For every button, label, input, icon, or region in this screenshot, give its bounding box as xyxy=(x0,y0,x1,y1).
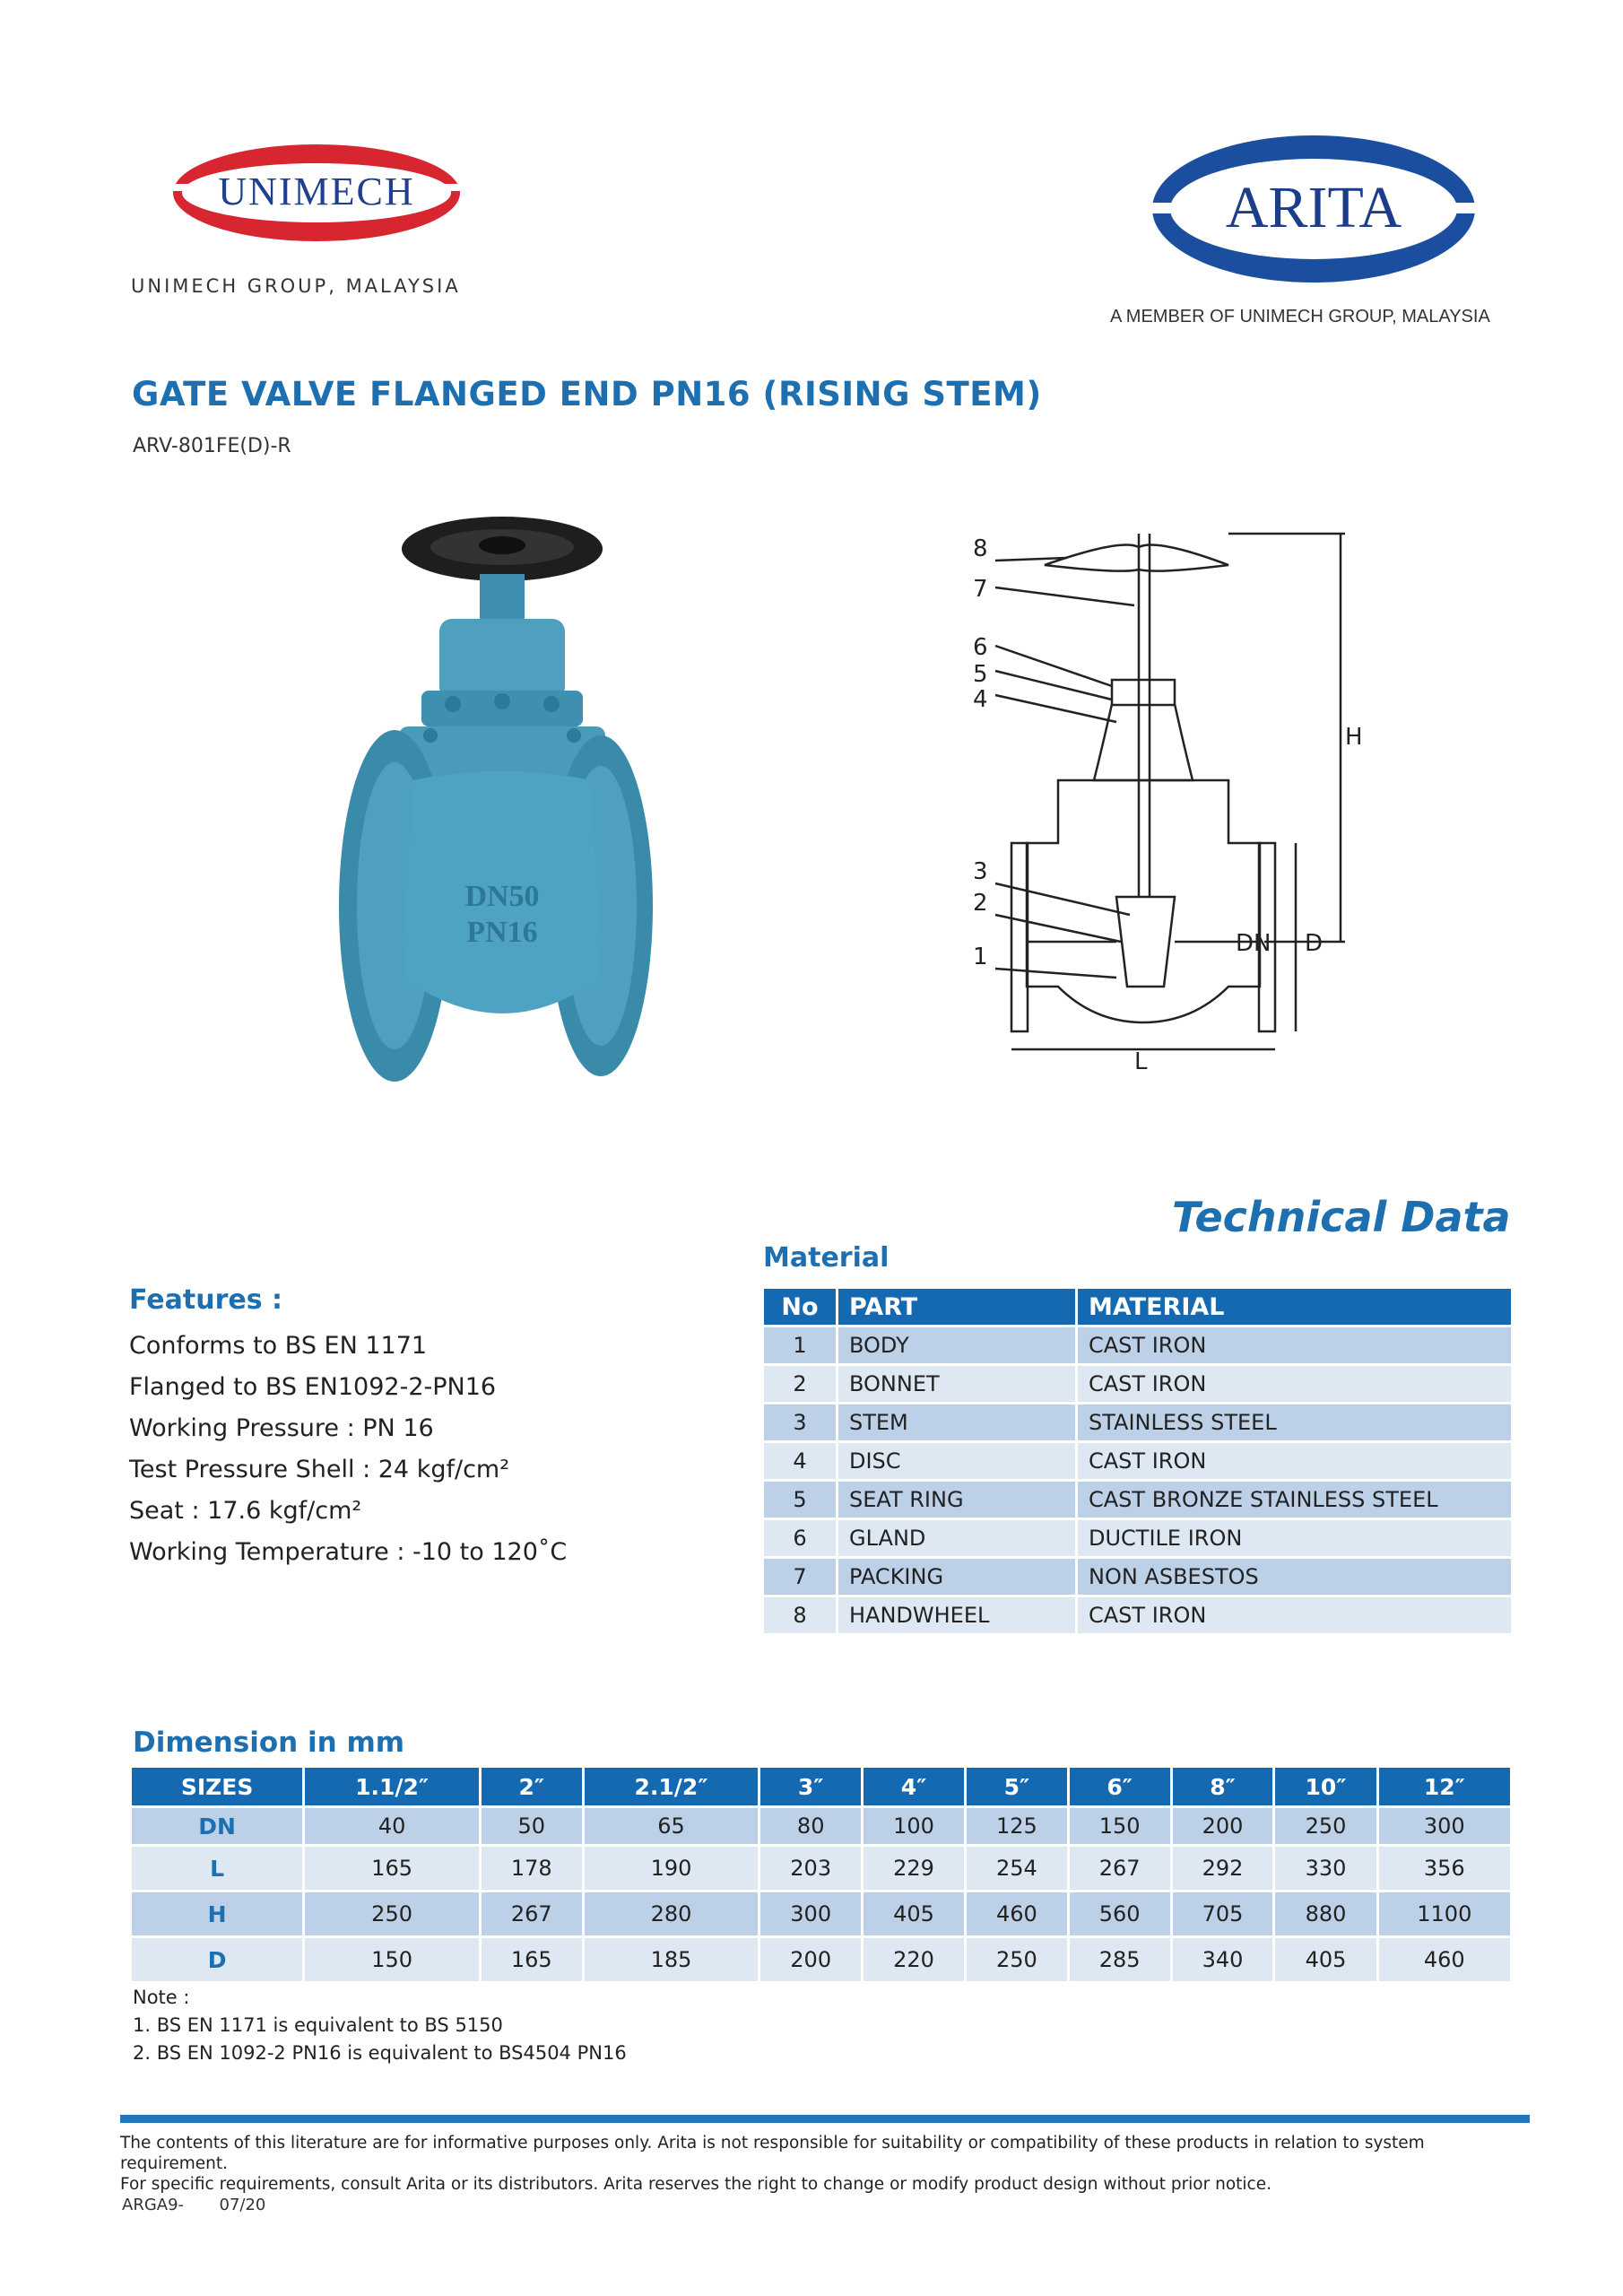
feature-item: Flanged to BS EN1092-2-PN16 xyxy=(129,1373,497,1401)
document-code: ARGA9- xyxy=(122,2196,185,2214)
material-no: 2 xyxy=(764,1366,838,1402)
dimension-cell: 330 xyxy=(1275,1847,1378,1890)
feature-item: Working Temperature : -10 to 120˚C xyxy=(129,1538,568,1566)
callout-7: 7 xyxy=(973,576,988,603)
dimension-header: 2.1/2″ xyxy=(585,1768,761,1805)
dimension-header: 6″ xyxy=(1070,1768,1173,1805)
product-title: GATE VALVE FLANGED END PN16 (RISING STEM) xyxy=(132,375,1042,413)
material-row xyxy=(764,1559,1514,1595)
dim-label-dn: DN xyxy=(1236,930,1271,957)
material-header-part: PART xyxy=(838,1289,1078,1325)
dimension-cell: 1100 xyxy=(1379,1892,1513,1935)
valve-cross-section-diagram xyxy=(959,520,1390,1076)
notes xyxy=(133,1984,627,2067)
material-part: DISC xyxy=(838,1443,1078,1479)
dimension-header: 5″ xyxy=(967,1768,1070,1805)
material-value: CAST BRONZE STAINLESS STEEL xyxy=(1078,1482,1514,1518)
material-value: CAST IRON xyxy=(1078,1327,1514,1363)
dimension-row-l xyxy=(132,1847,1513,1890)
material-value: CAST IRON xyxy=(1078,1443,1514,1479)
feature-item: Conforms to BS EN 1171 xyxy=(129,1332,428,1360)
material-row xyxy=(764,1597,1514,1633)
dimension-header-row xyxy=(132,1768,1513,1805)
note-item: 2. BS EN 1092-2 PN16 is equivalent to BS4504 PN16 xyxy=(133,2042,627,2064)
dimension-cell: 200 xyxy=(1173,1808,1276,1844)
dimension-cell: 280 xyxy=(585,1892,761,1935)
arita-logo-text: ARITA xyxy=(1225,175,1402,240)
dimension-cell: 300 xyxy=(1379,1808,1513,1844)
dimension-header: 4″ xyxy=(864,1768,967,1805)
material-part: HANDWHEEL xyxy=(838,1597,1078,1633)
footer-code xyxy=(122,2196,265,2214)
material-row xyxy=(764,1405,1514,1440)
dimension-cell: 200 xyxy=(760,1938,864,1981)
dimension-cell: 125 xyxy=(967,1808,1070,1844)
photo-marking-pn: PN16 xyxy=(466,916,538,949)
dimension-title: Dimension in mm xyxy=(133,1726,405,1759)
dimension-cell: 50 xyxy=(482,1808,585,1844)
arita-caption: A MEMBER OF UNIMECH GROUP, MALAYSIA xyxy=(1110,307,1490,326)
disclaimer xyxy=(120,2133,1537,2195)
dimension-cell: 203 xyxy=(760,1847,864,1890)
dimension-cell: 165 xyxy=(482,1938,585,1981)
dimension-header: 3″ xyxy=(760,1768,864,1805)
material-part: BODY xyxy=(838,1327,1078,1363)
feature-item: Working Pressure : PN 16 xyxy=(129,1414,434,1442)
dimension-cell: 292 xyxy=(1173,1847,1276,1890)
material-row xyxy=(764,1482,1514,1518)
dimension-cell: 300 xyxy=(760,1892,864,1935)
callout-6: 6 xyxy=(973,634,988,661)
feature-item: Test Pressure Shell : 24 kgf/cm² xyxy=(129,1456,510,1483)
material-table xyxy=(764,1286,1514,1636)
valve-photo xyxy=(332,511,655,1085)
dimension-cell: 150 xyxy=(305,1938,482,1981)
dimension-cell: 229 xyxy=(864,1847,967,1890)
material-row xyxy=(764,1366,1514,1402)
material-no: 4 xyxy=(764,1443,838,1479)
dimension-cell: 405 xyxy=(1275,1938,1378,1981)
dimension-cell: 220 xyxy=(864,1938,967,1981)
callout-1: 1 xyxy=(973,944,988,970)
dimension-cell: 460 xyxy=(967,1892,1070,1935)
technical-data-title: Technical Data xyxy=(1172,1193,1511,1241)
dimension-cell: 460 xyxy=(1379,1938,1513,1981)
dimension-row-dn xyxy=(132,1808,1513,1844)
material-value: STAINLESS STEEL xyxy=(1078,1405,1514,1440)
material-part: STEM xyxy=(838,1405,1078,1440)
material-value: NON ASBESTOS xyxy=(1078,1559,1514,1595)
material-no: 3 xyxy=(764,1405,838,1440)
callout-3: 3 xyxy=(973,858,988,885)
material-no: 7 xyxy=(764,1559,838,1595)
dimension-cell: 267 xyxy=(482,1892,585,1935)
dim-label-d: D xyxy=(1305,930,1324,957)
material-part: PACKING xyxy=(838,1559,1078,1595)
disclaimer-line: For specific requirements, consult Arita or its distributors. Arita reserves the right to change or modify product design without prior notice. xyxy=(120,2175,1271,2194)
dimension-cell: 880 xyxy=(1275,1892,1378,1935)
callout-4: 4 xyxy=(973,686,988,713)
dimension-cell: 190 xyxy=(585,1847,761,1890)
dimension-cell: 250 xyxy=(1275,1808,1378,1844)
material-row xyxy=(764,1443,1514,1479)
dimension-header: 10″ xyxy=(1275,1768,1378,1805)
dimension-header: 12″ xyxy=(1379,1768,1513,1805)
dimension-cell: 178 xyxy=(482,1847,585,1890)
dim-label-h: H xyxy=(1345,724,1363,751)
dimension-cell: 40 xyxy=(305,1808,482,1844)
material-title: Material xyxy=(763,1242,890,1274)
dimension-cell: 254 xyxy=(967,1847,1070,1890)
dimension-cell: 705 xyxy=(1173,1892,1276,1935)
dimension-table xyxy=(132,1765,1513,1984)
product-model: ARV-801FE(D)-R xyxy=(133,435,291,457)
callout-5: 5 xyxy=(973,661,988,688)
material-part: SEAT RING xyxy=(838,1482,1078,1518)
dim-label-l: L xyxy=(1134,1048,1148,1075)
features-list xyxy=(129,1326,567,1573)
features-title: Features : xyxy=(129,1284,283,1316)
dimension-header: 1.1/2″ xyxy=(305,1768,482,1805)
dimension-row-label: H xyxy=(132,1892,305,1935)
dimension-cell: 80 xyxy=(760,1808,864,1844)
note-item: 1. BS EN 1171 is equivalent to BS 5150 xyxy=(133,2014,503,2036)
material-no: 8 xyxy=(764,1597,838,1633)
feature-item: Seat : 17.6 kgf/cm² xyxy=(129,1497,362,1525)
material-value: CAST IRON xyxy=(1078,1366,1514,1402)
material-part: BONNET xyxy=(838,1366,1078,1402)
footer-rule xyxy=(120,2115,1530,2123)
material-row xyxy=(764,1520,1514,1556)
disclaimer-line: The contents of this literature are for informative purposes only. Arita is not responsible for suitability or compatibility of these products in relation to system requirement. xyxy=(120,2134,1425,2173)
dimension-header: 2″ xyxy=(482,1768,585,1805)
dimension-cell: 267 xyxy=(1070,1847,1173,1890)
dimension-row-d xyxy=(132,1938,1513,1981)
note-label: Note : xyxy=(133,1987,190,2008)
material-value: CAST IRON xyxy=(1078,1597,1514,1633)
dimension-header: 8″ xyxy=(1173,1768,1276,1805)
document-date: 07/20 xyxy=(219,2196,266,2214)
dimension-row-label: DN xyxy=(132,1808,305,1844)
dimension-cell: 150 xyxy=(1070,1808,1173,1844)
material-no: 1 xyxy=(764,1327,838,1363)
dimension-cell: 250 xyxy=(305,1892,482,1935)
dimension-row-h xyxy=(132,1892,1513,1935)
dimension-row-label: L xyxy=(132,1847,305,1890)
material-header-row xyxy=(764,1289,1514,1325)
unimech-logo xyxy=(169,142,464,245)
dimension-cell: 100 xyxy=(864,1808,967,1844)
material-value: DUCTILE IRON xyxy=(1078,1520,1514,1556)
dimension-cell: 165 xyxy=(305,1847,482,1890)
photo-marking-dn: DN50 xyxy=(464,880,540,913)
callout-8: 8 xyxy=(973,535,988,562)
callout-2: 2 xyxy=(973,890,988,917)
dimension-cell: 560 xyxy=(1070,1892,1173,1935)
dimension-cell: 185 xyxy=(585,1938,761,1981)
material-row xyxy=(764,1327,1514,1363)
dimension-cell: 250 xyxy=(967,1938,1070,1981)
dimension-row-label: D xyxy=(132,1938,305,1981)
dimension-cell: 340 xyxy=(1173,1938,1276,1981)
dimension-cell: 285 xyxy=(1070,1938,1173,1981)
material-header-material: MATERIAL xyxy=(1078,1289,1514,1325)
material-no: 6 xyxy=(764,1520,838,1556)
dimension-header: SIZES xyxy=(132,1768,305,1805)
dimension-cell: 405 xyxy=(864,1892,967,1935)
material-header-no: No xyxy=(764,1289,838,1325)
unimech-logo-text: UNIMECH xyxy=(218,170,415,213)
arita-logo xyxy=(1148,133,1480,285)
unimech-caption: UNIMECH GROUP, MALAYSIA xyxy=(131,275,461,297)
dimension-cell: 65 xyxy=(585,1808,761,1844)
material-part: GLAND xyxy=(838,1520,1078,1556)
dimension-cell: 356 xyxy=(1379,1847,1513,1890)
material-no: 5 xyxy=(764,1482,838,1518)
